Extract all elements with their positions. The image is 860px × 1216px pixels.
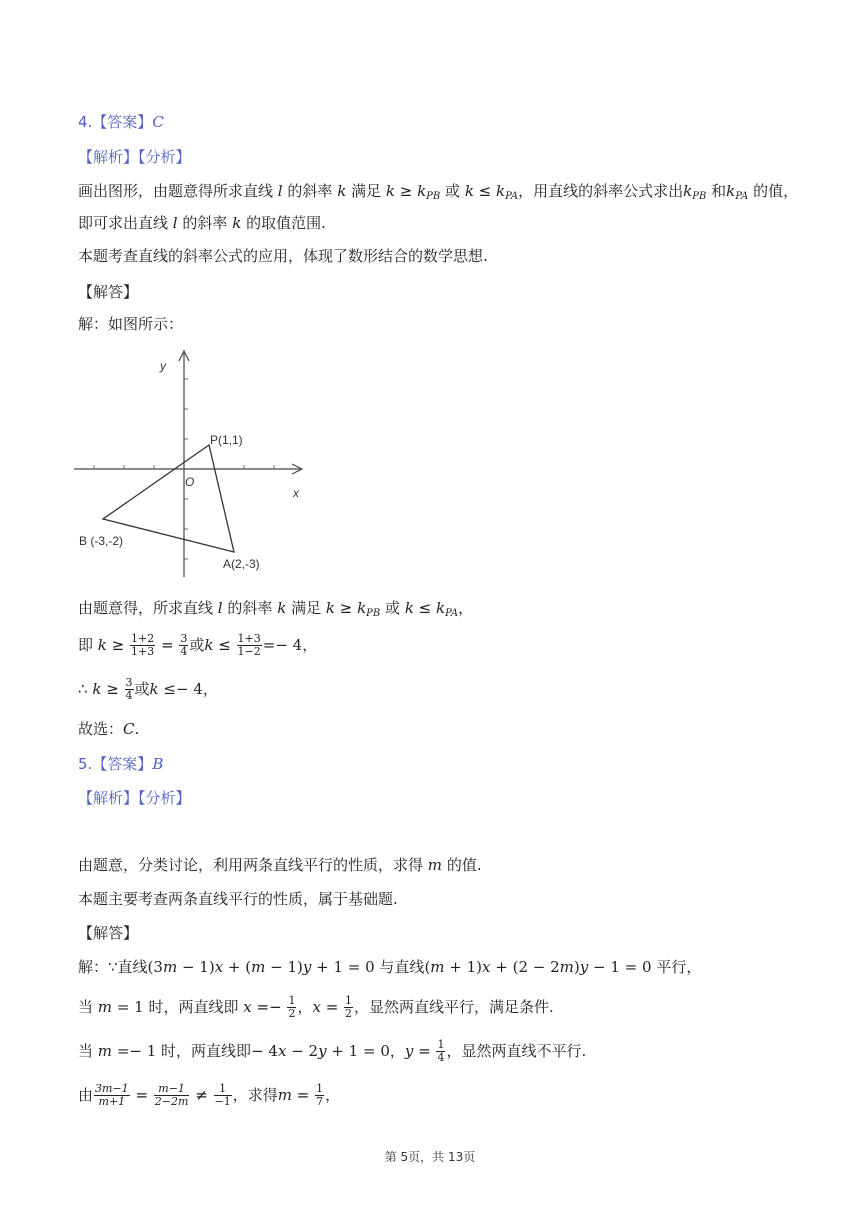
q5-solution-p4: 当 m = 1 时，两直线即 x =− $\frac{1}{2}$ ，x = $\frac{1}{2}$ ，显然两直线平行，满足条件.	[78, 994, 554, 1020]
q4-solution-heading: 【解答】	[78, 283, 139, 301]
q5-analysis-heading: 【解析】【分析】	[78, 789, 191, 807]
q4-solution-intro: 解：如图所示：	[78, 315, 184, 333]
q5-solution-p6: 由 $\frac{3m-1}{m+1}$ = $\frac{m-1}{2-2m}$ ≠ $\frac{1}{-1}$ ，求得m = $\frac{1}{7}$ ，	[78, 1082, 341, 1108]
q4-analysis-p2: 即可求出直线 l 的斜率 k 的取值范围.	[78, 214, 326, 232]
q5-solution-p3: 解：∵直线(3m − 1)x + (m − 1)y + 1 = 0 与直线(m + 1)x + (2 − 2m)y − 1 = 0 平行，	[78, 958, 702, 976]
q5-answer-line	[78, 753, 163, 775]
q4-answer-line	[78, 111, 164, 133]
q5-answer-letter: B	[152, 755, 164, 773]
q5-solution-p5: 当 m =− 1 时，两直线即− 4x − 2y + 1 = 0，y = $\frac{1}{4}$ ，显然两直线不平行.	[78, 1038, 587, 1064]
y-axis-label: y	[160, 359, 166, 373]
q5-answer-head: 5.【答案】	[78, 755, 153, 773]
coordinate-figure	[70, 345, 320, 585]
q5-analysis-p1: 由题意，分类讨论，利用两条直线平行的性质，求得 m 的值.	[78, 856, 482, 874]
q5-analysis-p2: 本题主要考查两条直线平行的性质，属于基础题.	[78, 890, 398, 908]
q4-answer-head: 4.【答案】	[78, 113, 153, 131]
q5-solution-heading: 【解答】	[78, 924, 139, 942]
point-p-label: P(1,1)	[210, 433, 243, 447]
q4-answer-letter: C	[152, 113, 164, 131]
q4-solution-p5: 由题意得，所求直线 l 的斜率 k 满足 $k \ge k_{PB}$ 或 $k \le k_{PA}$，	[78, 599, 474, 619]
q4-analysis-p3: 本题考查直线的斜率公式的应用，体现了数形结合的数学思想.	[78, 247, 488, 265]
origin-label: O	[185, 475, 195, 489]
q4-analysis-heading: 【解析】【分析】	[78, 148, 191, 166]
q4-solution-p6: 即 k ≥ $\frac{1+2}{1+3}$ = $\frac{3}{4}$ 或k ≤ $\frac{1+3}{1-2}$ =− 4，	[78, 632, 318, 658]
point-a-label: A(2,-3)	[223, 557, 260, 571]
q4-analysis-p1: 画出图形，由题意得所求直线 l 的斜率 k 满足 $k \ge k_{PB}$ 或 $k \le k_{PA}$，用直线的斜率公式求出$k_{PB}$ 和$k_{PA}$ 的值，	[78, 182, 799, 202]
page-footer: 第 5页，共 13页	[384, 1150, 476, 1164]
point-b-label: B (-3,-2)	[79, 534, 124, 548]
q4-solution-p7: ∴ k ≥ $\frac{3}{4}$ 或k ≤− 4，	[78, 676, 218, 702]
x-axis-label: x	[293, 486, 299, 500]
q4-solution-p8: 故选：C.	[78, 720, 140, 738]
